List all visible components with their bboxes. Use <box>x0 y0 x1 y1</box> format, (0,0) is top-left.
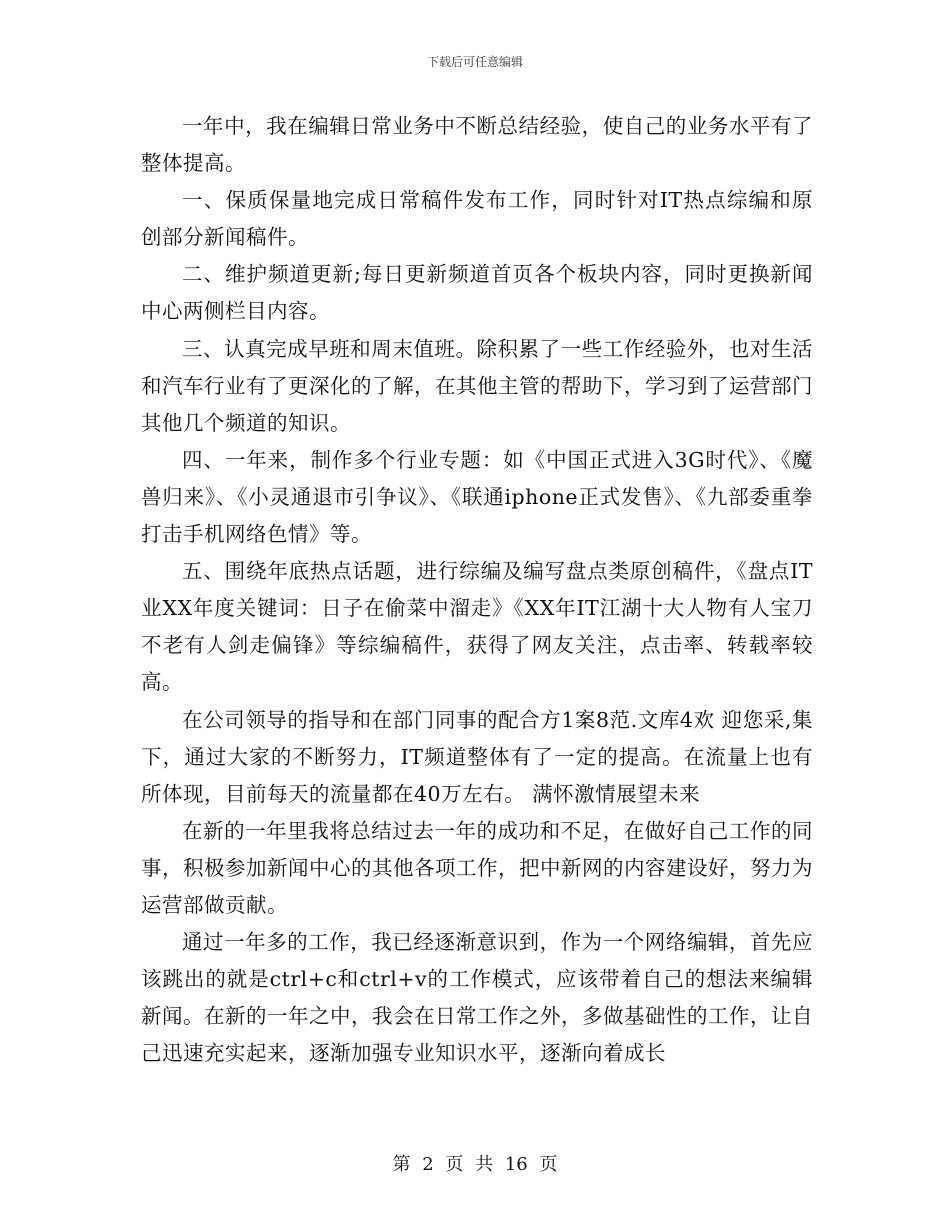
paragraph-plan: 在新的一年里我将总结过去一年的成功和不足，在做好自己工作的同事，积极参加新闻中心的其他各项工作，把中新网的内容建设好，努力为运营部做贡献。 <box>141 818 813 917</box>
paragraph-item-5: 五、围绕年底热点话题，进行综编及编写盘点类原创稿件，《盘点IT业XX年度关键词：日子在偷菜中溜走》《XX年IT江湖十大人物有人宝刀不老有人剑走偏锋》等综编稿件，获得了网友关注，点击率、转载率较高。 <box>141 559 813 695</box>
paragraph-intro: 一年中，我在编辑日常业务中不断总结经验，使自己的业务水平有了整体提高。 <box>141 114 813 176</box>
paragraph-outlook: 通过一年多的工作，我已经逐渐意识到，作为一个网络编辑，首先应该跳出的就是ctrl+c和ctrl+v的工作模式，应该带着自己的想法来编辑新闻。在新的一年之中，我会在日常工作之外，多做基础性的工作，让自己迅速充实起来，逐渐加强专业知识水平，逐渐向着成长 <box>141 930 813 1066</box>
page-header: 下载后可任意编辑 <box>426 55 523 69</box>
page-number-footer: 第 2 页 共 16 页 <box>392 1154 558 1175</box>
paragraph-summary: 在公司领导的指导和在部门同事的配合方1案8范.文库4欢 迎您采,集下，通过大家的不断努力，IT频道整体有了一定的提高。在流量上也有所体现，目前每天的流量都在40万左右。 满怀激情展望未来 <box>141 707 813 806</box>
paragraph-item-3: 三、认真完成早班和周末值班。除积累了一些工作经验外，也对生活和汽车行业有了更深化的了解，在其他主管的帮助下，学习到了运营部门其他几个频道的知识。 <box>141 336 813 435</box>
paragraph-item-2: 二、维护频道更新;每日更新频道首页各个板块内容，同时更换新闻中心两侧栏目内容。 <box>141 262 813 324</box>
document-body <box>141 108 813 1072</box>
paragraph-item-4: 四、一年来，制作多个行业专题：如《中国正式进入3G时代》、《魔兽归来》、《小灵通退市引争议》、《联通iphone正式发售》、《九部委重拳打击手机网络色情》等。 <box>141 447 813 547</box>
paragraph-item-1: 一、保质保量地完成日常稿件发布工作，同时针对IT热点综编和原创部分新闻稿件。 <box>141 188 813 250</box>
